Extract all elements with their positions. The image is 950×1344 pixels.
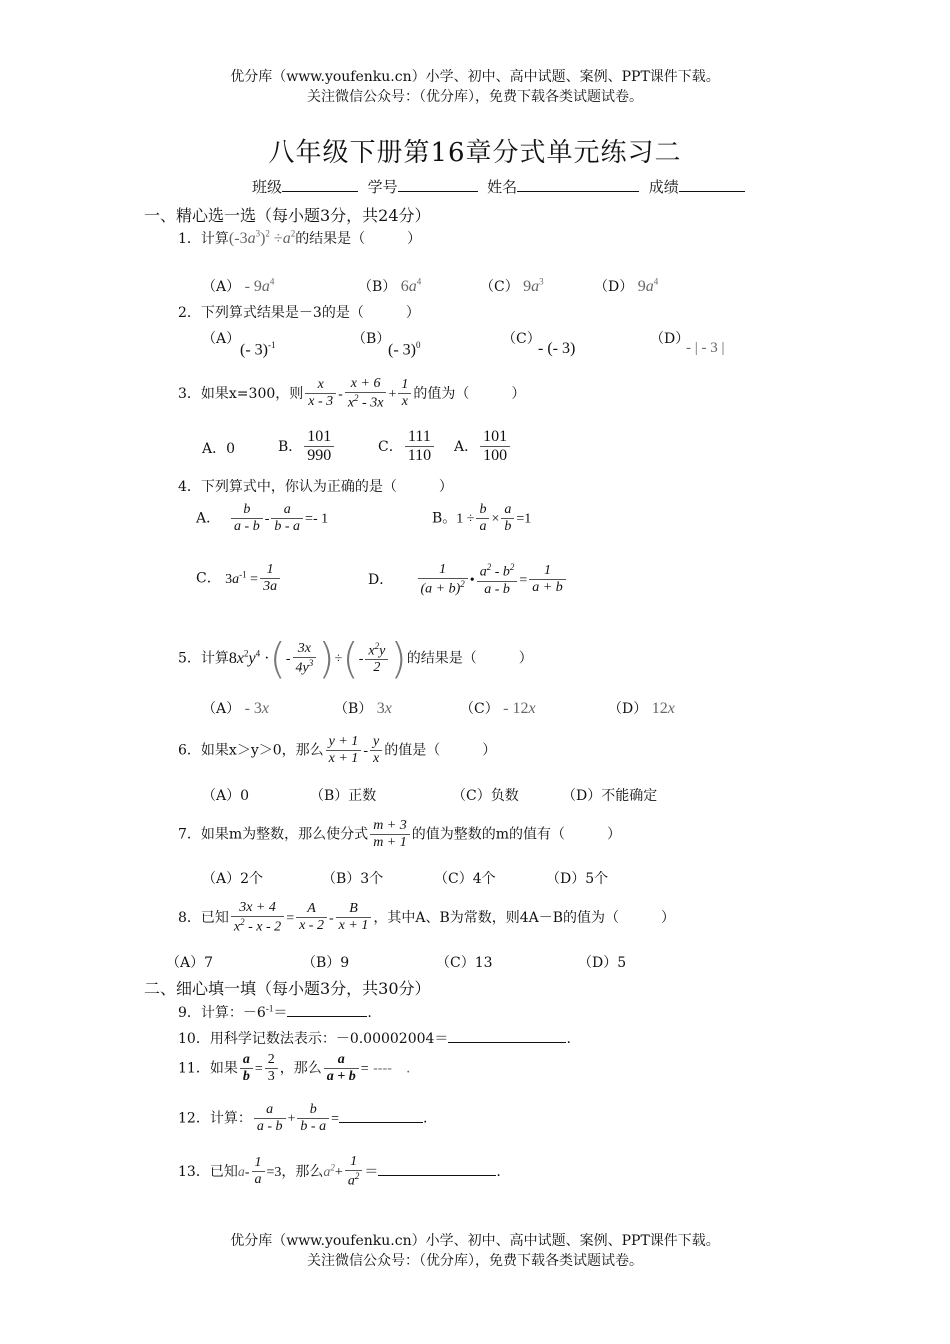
- q3-option-b[interactable]: B． $\frac{101}{990}$: [278, 428, 336, 466]
- q1-option-d[interactable]: （D） $9a^4$: [594, 276, 659, 295]
- question-7: 7．如果m为整数，那么使分式 $\frac{m + 3}{m + 1}$ 的值为整数的m的值有（ ）: [178, 818, 622, 851]
- question-10: 10．用科学记数法表示：－0.00002004＝ .: [178, 1028, 571, 1048]
- q2-expr-b: (- 3)$^0$: [388, 340, 421, 359]
- question-2: 2．下列算式结果是－3的是（ ）: [178, 305, 420, 321]
- question-13: 13．已知a- $\frac{1}{a}$ =3，那么$a^2+$ $\frac{1}{a^2}$ ＝ .: [178, 1154, 501, 1189]
- q5-option-d[interactable]: （D） 12x: [608, 700, 675, 717]
- q12-answer-blank[interactable]: [339, 1108, 423, 1123]
- page-title: 八年级下册第16章分式单元练习二: [268, 138, 682, 168]
- q2-option-d[interactable]: （D）: [650, 331, 690, 347]
- q4-option-b[interactable]: B。1 ÷ $\frac{b}{a}$ × $\frac{a}{b}$ =1: [432, 502, 532, 535]
- q1-option-b[interactable]: （B） $6a^4$: [358, 276, 422, 295]
- q4-option-c[interactable]: C． $3a^{-1}$ = $\frac{1}{3a}$: [196, 562, 282, 595]
- question-1: 1．计算$(-3a^3)^2 \div a^2$的结果是（ ）: [178, 228, 422, 247]
- q1-option-c[interactable]: （C） $9a^3$: [480, 276, 544, 295]
- question-12: 12．计算： $\frac{a}{a - b}$ + $\frac{b}{b - a}$ = .: [178, 1102, 428, 1135]
- q4-option-d[interactable]: D． $\frac{1}{(a + b)^2}$ • $\frac{a^2 - b^2}{a - b}$ = $\frac{1}{a + b}$: [368, 562, 568, 598]
- class-blank[interactable]: [282, 177, 358, 192]
- q8-option-d[interactable]: （D）5: [578, 955, 627, 971]
- q4-option-a[interactable]: A． $\frac{b}{a - b}$ - $\frac{a}{b - a}$ =- 1: [196, 502, 329, 535]
- student-info: [252, 176, 745, 197]
- q5-option-b[interactable]: （B） 3x: [334, 700, 392, 717]
- name-blank[interactable]: [517, 177, 639, 192]
- q3-option-d[interactable]: A． $\frac{101}{100}$: [454, 428, 512, 466]
- q6-option-b[interactable]: （B）正数: [310, 788, 377, 804]
- section2-heading: 二、细心填一填（每小题3分，共30分）: [144, 979, 431, 998]
- footer-line-2: 关注微信公众号：（优分库），免费下载各类试题试卷。: [307, 1253, 643, 1269]
- q10-answer-blank[interactable]: [448, 1028, 566, 1043]
- q2-expr-a: (- 3)$^{-1}$: [240, 340, 276, 359]
- question-4: 4．下列算式中，你认为正确的是（ ）: [178, 479, 453, 495]
- q2-expr-c: - (- 3): [538, 340, 576, 357]
- q13-answer-blank[interactable]: [378, 1161, 496, 1176]
- q8-option-b[interactable]: （B）9: [302, 955, 350, 971]
- q2-option-a[interactable]: （A）: [202, 331, 241, 347]
- question-3: 3．如果x=300，则 $\frac{x}{x - 3}$ - $\frac{x + 6}{x^2 - 3x}$ + $\frac{1}{x}$ 的值为（ ）: [178, 376, 526, 411]
- q9-answer-blank[interactable]: [287, 1002, 367, 1017]
- question-5: 5．计算$8x^2y^4$ ·(- $\frac{3x}{4y^3}$ )÷(- $\frac{x^2y}{2}$ )的结果是（ ）: [178, 634, 533, 683]
- q7-option-c[interactable]: （C）4个: [434, 871, 496, 887]
- q1-option-a[interactable]: $(A) - 9a^4$: [202, 276, 275, 295]
- q2-expr-d: - | - 3 |: [686, 340, 725, 356]
- q8-option-a[interactable]: （A）7: [166, 955, 214, 971]
- q8-option-c[interactable]: （C）13: [436, 955, 493, 971]
- q2-option-b[interactable]: （B）: [352, 331, 391, 347]
- score-blank[interactable]: [679, 177, 745, 192]
- q6-option-c[interactable]: （C）负数: [452, 788, 519, 804]
- footer-line-1: 优分库（www.youfenku.cn）小学、初中、高中试题、案例、PPT课件下载。: [230, 1233, 720, 1249]
- q6-option-a[interactable]: （A）0: [202, 788, 250, 804]
- question-11: 11．如果 $\frac{a}{b}$ = $\frac{2}{3}$ ，那么 $\frac{a}{a + b}$ = ---- .: [178, 1052, 411, 1085]
- question-6: 6．如果x＞y＞0，那么 $\frac{y + 1}{x + 1}$ - $\frac{y}{x}$ 的值是（ ）: [178, 734, 497, 767]
- name-label: 姓名: [487, 178, 518, 196]
- q3-option-c[interactable]: C． $\frac{111}{110}$: [378, 428, 436, 466]
- q6-option-d[interactable]: （D）不能确定: [562, 788, 658, 804]
- question-8: 8．已知 $\frac{3x + 4}{x^2 - x - 2}$ = $\frac{A}{x - 2}$ - $\frac{B}{x + 1}$ ，其中A、B为常数，则4A－B的值为（ ）: [178, 900, 676, 935]
- q2-option-c[interactable]: （C）: [502, 331, 541, 347]
- q7-option-b[interactable]: （B）3个: [322, 871, 384, 887]
- q3-option-a[interactable]: A．0: [202, 441, 236, 457]
- section1-heading: 一、精心选一选（每小题3分，共24分）: [144, 206, 431, 225]
- q7-option-a[interactable]: （A）2个: [202, 871, 264, 887]
- number-label: 学号: [367, 178, 398, 196]
- class-label: 班级: [252, 178, 283, 196]
- question-9: 9．计算：$-6^{-1}=$ .: [178, 1003, 372, 1021]
- q5-option-a[interactable]: （A） - 3x: [202, 700, 270, 717]
- q5-option-c[interactable]: （C） - 12x: [460, 700, 536, 717]
- score-label: 成绩: [648, 178, 679, 196]
- q11-answer-blank[interactable]: ---- .: [373, 1060, 411, 1077]
- q7-option-d[interactable]: （D）5个: [546, 871, 609, 887]
- header-line-2: 关注微信公众号：（优分库），免费下载各类试题试卷。: [307, 89, 643, 105]
- number-blank[interactable]: [398, 177, 478, 192]
- header-line-1: 优分库（www.youfenku.cn）小学、初中、高中试题、案例、PPT课件下载。: [230, 69, 720, 85]
